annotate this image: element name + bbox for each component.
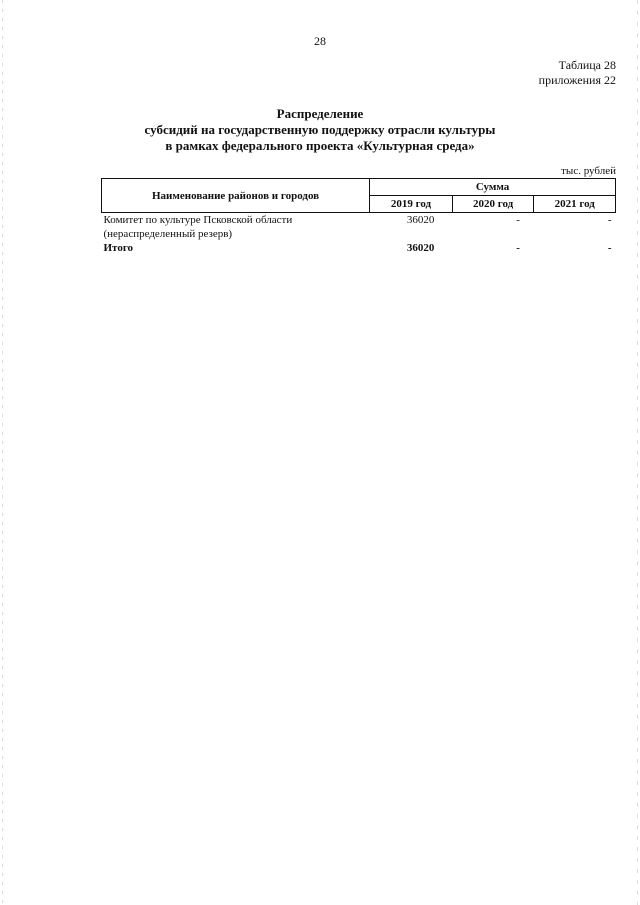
total-value-2019: 36020 [406,242,435,254]
subsidy-table [101,178,616,255]
header-year-2019: 2019 год [370,196,453,213]
table-ref-line2: приложения 22 [538,73,616,87]
title-line1: Распределение [276,106,364,121]
table-row [102,213,616,242]
page-number: 28 [314,34,326,48]
row-value-2021: - [607,214,612,226]
total-row [102,241,616,255]
table-reference [539,58,616,88]
header-name: Наименование районов и городов [102,179,370,213]
header-year-2021: 2021 год [534,196,616,213]
row-value-2020: - [516,214,520,226]
units-label: тыс. рублей [561,165,616,177]
row-name-line2: (нераспределенный резерв) [103,228,233,240]
header-year-2020: 2020 год [452,196,534,213]
row-name-line1: Комитет по культуре Псковской области [103,214,293,226]
document-title [0,106,640,154]
row-value-2019: 36020 [406,214,435,226]
total-value-2020: - [516,242,520,254]
title-line2: субсидий на государственную поддержку отрасли культуры [144,122,496,137]
row-name [102,213,370,242]
table-header-row [102,179,616,196]
total-name: Итого [103,242,134,254]
title-line3: в рамках федерального проекта «Культурная среда» [165,138,475,153]
total-value-2021: - [607,242,612,254]
table-ref-line1: Таблица 28 [558,58,616,72]
header-sum: Сумма [370,179,616,196]
